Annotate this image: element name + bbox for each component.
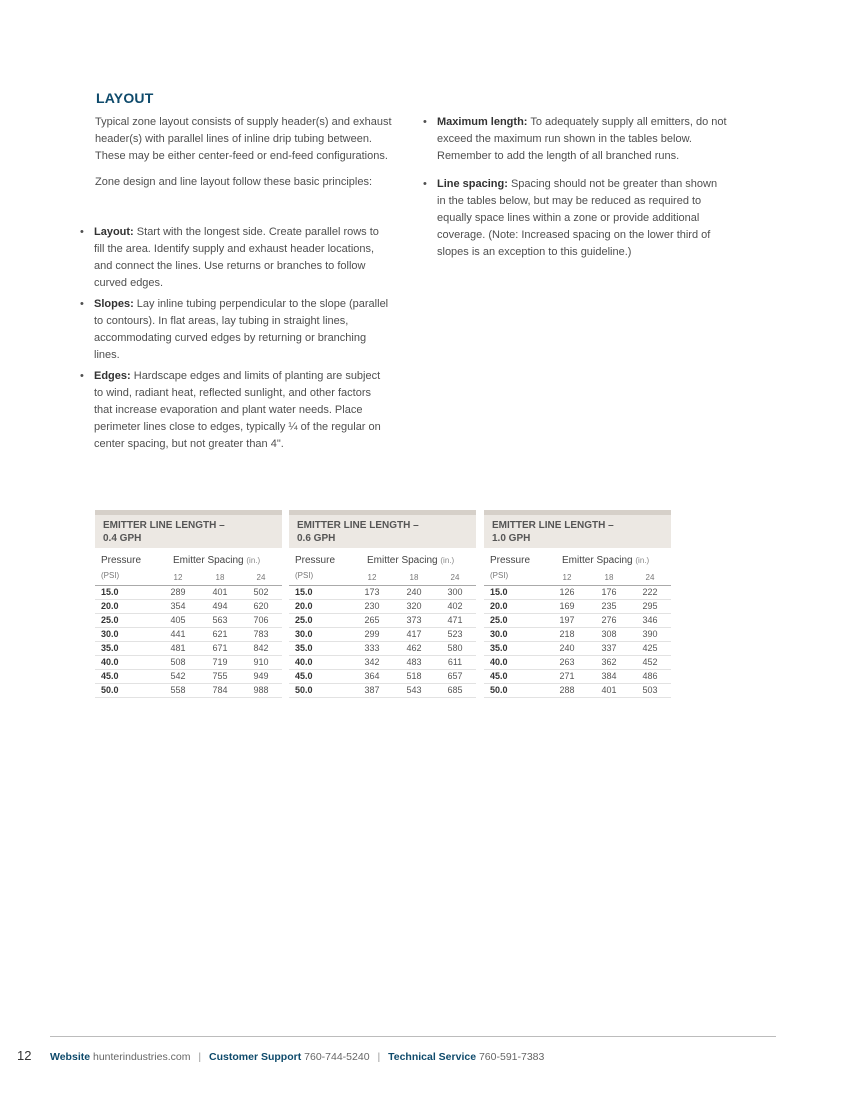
- bullet-dot-icon: •: [423, 178, 427, 190]
- bullet-title: Maximum length:: [437, 116, 528, 128]
- bullet-title: Slopes:: [94, 298, 134, 310]
- length-value: 173: [364, 587, 380, 597]
- length-value: 265: [364, 615, 380, 625]
- bullet-text: Lay inline tubing perpendicular to the slope (parallel to contours). In flat areas, lay tubing in straight lines, accommodating curved edges by returning or branching lines.: [94, 298, 389, 361]
- pressure-label: Pressure: [490, 555, 531, 566]
- pressure-value: 50.0: [295, 685, 313, 695]
- footer-separator: |: [198, 1051, 202, 1063]
- pressure-value: 50.0: [490, 685, 508, 695]
- emitter-spacing-text: Emitter Spacing: [173, 555, 244, 566]
- spacing-value: 18: [215, 573, 225, 582]
- length-value: 401: [601, 685, 617, 695]
- length-value: 289: [170, 587, 186, 597]
- bullet-dot-icon: •: [80, 298, 84, 310]
- length-value: 300: [447, 587, 463, 597]
- length-value: 346: [642, 615, 658, 625]
- pressure-value: 25.0: [295, 615, 313, 625]
- length-value: 542: [170, 671, 186, 681]
- principles-paragraph: Zone design and line layout follow these basic principles:: [95, 176, 372, 188]
- table-row: [289, 656, 476, 670]
- bullet-title: Layout:: [94, 226, 134, 238]
- length-value: 126: [559, 587, 575, 597]
- pressure-value: 40.0: [295, 657, 313, 667]
- table-row: [95, 656, 282, 670]
- length-value: 755: [212, 671, 228, 681]
- intro-block: [95, 114, 395, 191]
- length-value: 405: [170, 615, 186, 625]
- length-value: 483: [406, 657, 422, 667]
- table-title: [289, 510, 476, 548]
- length-value: 621: [212, 629, 228, 639]
- emitter-table-0-4-gph: [95, 510, 282, 698]
- pressure-value: 40.0: [490, 657, 508, 667]
- length-value: 354: [170, 601, 186, 611]
- length-value: 481: [170, 643, 186, 653]
- table-title-line: EMITTER LINE LENGTH –: [297, 520, 419, 531]
- pressure-value: 25.0: [490, 615, 508, 625]
- length-value: 784: [212, 685, 228, 695]
- pressure-value: 45.0: [101, 671, 119, 681]
- length-value: 373: [406, 615, 422, 625]
- table-column-header: [289, 548, 476, 586]
- length-value: 949: [253, 671, 269, 681]
- table-row: [484, 600, 671, 614]
- intro-paragraph: Typical zone layout consists of supply header(s) and exhaust header(s) with parallel lines of inline drip tubing between. These may be either center-feed or end-feed configurations.: [95, 116, 392, 162]
- length-value: 518: [406, 671, 422, 681]
- length-value: 362: [601, 657, 617, 667]
- length-value: 390: [642, 629, 658, 639]
- pressure-value: 15.0: [490, 587, 508, 597]
- length-value: 342: [364, 657, 380, 667]
- length-value: 494: [212, 601, 228, 611]
- pressure-value: 20.0: [101, 601, 119, 611]
- length-value: 441: [170, 629, 186, 639]
- length-value: 218: [559, 629, 575, 639]
- pressure-value: 35.0: [490, 643, 508, 653]
- section-heading: LAYOUT: [96, 90, 154, 106]
- bullet-slopes: [80, 296, 390, 364]
- emitter-spacing-label: [173, 555, 260, 566]
- right-bullet-list: [423, 114, 728, 265]
- length-value: 271: [559, 671, 575, 681]
- bullet-text: Start with the longest side. Create parallel rows to fill the area. Identify supply and exhaust header locations, and connect the lines. Use returns or branches to follow curved edges.: [94, 226, 379, 289]
- bullet-maximum-length: [423, 114, 728, 165]
- length-value: 169: [559, 601, 575, 611]
- length-value: 176: [601, 587, 617, 597]
- table-row: [289, 670, 476, 684]
- length-value: 988: [253, 685, 269, 695]
- pressure-value: 45.0: [295, 671, 313, 681]
- length-value: 299: [364, 629, 380, 639]
- pressure-value: 30.0: [295, 629, 313, 639]
- emitter-spacing-unit: (in.): [246, 556, 261, 565]
- length-value: 611: [447, 657, 463, 667]
- table-title-line: EMITTER LINE LENGTH –: [492, 520, 614, 531]
- pressure-value: 30.0: [101, 629, 119, 639]
- length-value: 425: [642, 643, 658, 653]
- bullet-line-spacing: [423, 176, 728, 261]
- length-value: 685: [447, 685, 463, 695]
- pressure-unit: (PSI): [490, 571, 509, 580]
- table-row: [95, 670, 282, 684]
- table-row: [484, 614, 671, 628]
- pressure-label: Pressure: [101, 555, 142, 566]
- length-value: 320: [406, 601, 422, 611]
- pressure-value: 20.0: [295, 601, 313, 611]
- table-title: [484, 510, 671, 548]
- bullet-dot-icon: •: [80, 226, 84, 238]
- footer-divider: [50, 1036, 776, 1037]
- length-value: 295: [642, 601, 658, 611]
- table-row: [484, 628, 671, 642]
- bullet-layout: [80, 224, 390, 292]
- pressure-value: 25.0: [101, 615, 119, 625]
- table-row: [289, 600, 476, 614]
- length-value: 276: [601, 615, 617, 625]
- table-title: [95, 510, 282, 548]
- left-bullet-list: [80, 224, 390, 457]
- length-value: 462: [406, 643, 422, 653]
- bullet-title: Edges:: [94, 370, 131, 382]
- length-value: 402: [447, 601, 463, 611]
- bullet-text: Spacing should not be greater than shown in the tables below, but may be reduced as required to equally space lines within a zone or provide additional coverage. (Note: Increased spacing on the lower third of slopes is an exception to this guideline.): [437, 178, 718, 258]
- emitter-table-0-6-gph: [289, 510, 476, 698]
- length-value: 719: [212, 657, 228, 667]
- table-row: [484, 684, 671, 698]
- pressure-value: 35.0: [295, 643, 313, 653]
- pressure-unit: (PSI): [101, 571, 120, 580]
- bullet-text: Hardscape edges and limits of planting are subject to wind, radiant heat, reflected sunlight, and other factors that increase evaporation and plant water needs. Place perimeter lines close to edges, typically ¼ of the regular on center spacing, but not greater than 4".: [94, 370, 381, 450]
- emitter-spacing-label: [562, 555, 649, 566]
- length-value: 558: [170, 685, 186, 695]
- pressure-label: Pressure: [295, 555, 336, 566]
- table-row: [95, 600, 282, 614]
- table-row: [95, 684, 282, 698]
- emitter-table-1-0-gph: [484, 510, 671, 698]
- length-value: 783: [253, 629, 269, 639]
- pressure-value: 15.0: [295, 587, 313, 597]
- technical-service-phone: 760-591-7383: [478, 1051, 545, 1063]
- length-value: 671: [212, 643, 228, 653]
- table-row: [289, 642, 476, 656]
- length-value: 384: [601, 671, 617, 681]
- length-value: 387: [364, 685, 380, 695]
- length-value: 308: [601, 629, 617, 639]
- length-value: 240: [559, 643, 575, 653]
- table-column-header: [95, 548, 282, 586]
- table-row: [289, 628, 476, 642]
- bullet-dot-icon: •: [423, 116, 427, 128]
- pressure-value: 30.0: [490, 629, 508, 639]
- technical-service-label: Technical Service: [388, 1051, 477, 1063]
- table-row: [95, 586, 282, 600]
- length-value: 417: [406, 629, 422, 639]
- table-row: [95, 642, 282, 656]
- length-value: 543: [406, 685, 422, 695]
- table-column-header: [484, 548, 671, 586]
- spacing-value: 24: [256, 573, 266, 582]
- length-value: 263: [559, 657, 575, 667]
- customer-support-label: Customer Support: [209, 1051, 302, 1063]
- bullet-title: Line spacing:: [437, 178, 508, 190]
- table-row: [289, 614, 476, 628]
- emitter-spacing-label: [367, 555, 454, 566]
- pressure-unit: (PSI): [295, 571, 314, 580]
- length-value: 240: [406, 587, 422, 597]
- length-value: 471: [447, 615, 463, 625]
- length-value: 580: [447, 643, 463, 653]
- table-row: [484, 586, 671, 600]
- table-row: [95, 614, 282, 628]
- footer-contact: [50, 1051, 544, 1063]
- spacing-value: 12: [367, 573, 377, 582]
- length-value: 706: [253, 615, 269, 625]
- footer-separator: |: [377, 1051, 381, 1063]
- pressure-value: 35.0: [101, 643, 119, 653]
- table-row: [484, 656, 671, 670]
- spacing-value: 24: [645, 573, 655, 582]
- website-link[interactable]: hunterindustries.com: [93, 1051, 191, 1063]
- length-value: 333: [364, 643, 380, 653]
- pressure-value: 15.0: [101, 587, 119, 597]
- length-value: 337: [601, 643, 617, 653]
- spacing-value: 12: [562, 573, 572, 582]
- table-row: [95, 628, 282, 642]
- table-row: [289, 684, 476, 698]
- spacing-value: 24: [450, 573, 460, 582]
- length-value: 508: [170, 657, 186, 667]
- bullet-text: To adequately supply all emitters, do not exceed the maximum run shown in the tables below. Remember to add the length of all branched runs.: [437, 116, 727, 162]
- table-title-line: EMITTER LINE LENGTH –: [103, 520, 225, 531]
- length-value: 486: [642, 671, 658, 681]
- spacing-value: 18: [604, 573, 614, 582]
- length-value: 620: [253, 601, 269, 611]
- pressure-value: 40.0: [101, 657, 119, 667]
- length-value: 288: [559, 685, 575, 695]
- emitter-spacing-unit: (in.): [440, 556, 455, 565]
- website-label: Website: [50, 1051, 91, 1063]
- length-value: 910: [253, 657, 269, 667]
- length-value: 842: [253, 643, 269, 653]
- bullet-edges: [80, 368, 390, 453]
- table-row: [484, 670, 671, 684]
- table-title-line: 1.0 GPH: [492, 533, 531, 544]
- length-value: 657: [447, 671, 463, 681]
- table-title-line: 0.4 GPH: [103, 533, 142, 544]
- length-value: 452: [642, 657, 658, 667]
- length-value: 401: [212, 587, 228, 597]
- pressure-value: 50.0: [101, 685, 119, 695]
- bullet-dot-icon: •: [80, 370, 84, 382]
- length-value: 364: [364, 671, 380, 681]
- emitter-spacing-text: Emitter Spacing: [367, 555, 438, 566]
- length-value: 222: [642, 587, 658, 597]
- length-value: 502: [253, 587, 269, 597]
- length-value: 503: [642, 685, 658, 695]
- emitter-spacing-text: Emitter Spacing: [562, 555, 633, 566]
- customer-support-phone: 760-744-5240: [304, 1051, 370, 1063]
- length-value: 197: [559, 615, 575, 625]
- length-value: 235: [601, 601, 617, 611]
- table-title-line: 0.6 GPH: [297, 533, 336, 544]
- spacing-value: 18: [409, 573, 419, 582]
- table-row: [484, 642, 671, 656]
- page-number: 12: [17, 1048, 32, 1063]
- spacing-value: 12: [173, 573, 183, 582]
- length-value: 563: [212, 615, 228, 625]
- pressure-value: 20.0: [490, 601, 508, 611]
- pressure-value: 45.0: [490, 671, 508, 681]
- table-row: [289, 586, 476, 600]
- length-value: 230: [364, 601, 380, 611]
- length-value: 523: [447, 629, 463, 639]
- emitter-spacing-unit: (in.): [635, 556, 650, 565]
